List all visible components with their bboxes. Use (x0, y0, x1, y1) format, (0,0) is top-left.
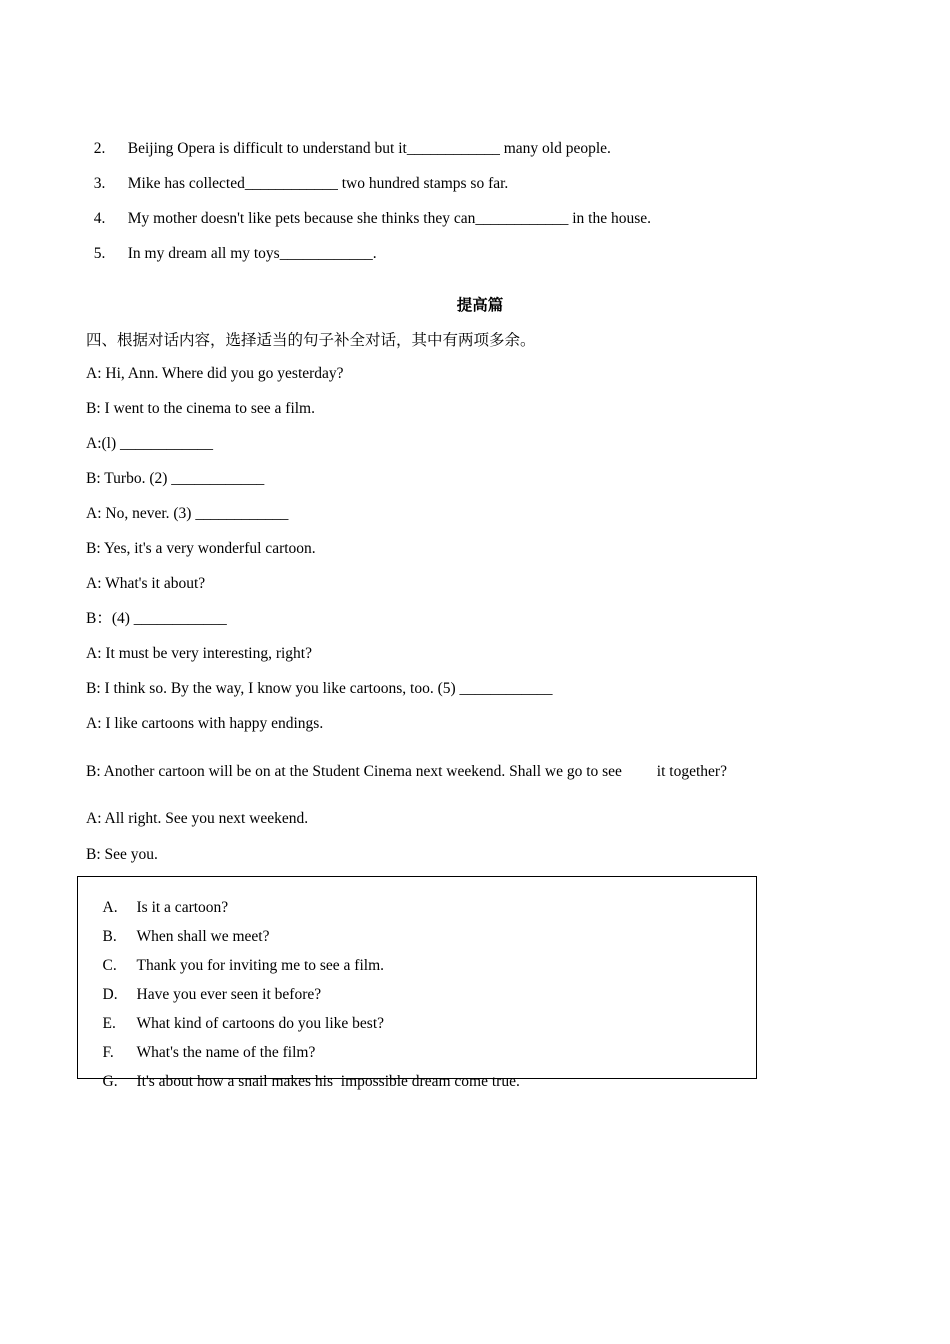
option-letter: F. (102, 1044, 114, 1061)
dialogue-line: A: What's it about? (86, 575, 206, 592)
option-letter: A. (102, 899, 118, 916)
question-5 (86, 224, 377, 264)
question-text: Beijing Opera is difficult to understand but it____________ many old people. (127, 140, 611, 157)
option-text: Is it a cartoon? (136, 899, 229, 916)
section-title: 四、根据对话内容，选择适当的句子补全对话，其中有两项多余。 (86, 331, 536, 349)
option-letter: D. (102, 986, 118, 1003)
option-text: When shall we meet? (136, 928, 270, 945)
dialogue-line: B: Turbo. (2) ____________ (86, 470, 265, 487)
option-letter: C. (102, 957, 117, 974)
dialogue-line: B: Another cartoon will be on at the Student Cinema next weekend. Shall we go to see it together? (86, 763, 727, 780)
question-number: 3. (93, 175, 106, 192)
option-text: Thank you for inviting me to see a film. (136, 957, 385, 974)
dialogue-line: B: Yes, it's a very wonderful cartoon. (86, 540, 316, 557)
options-box (77, 876, 757, 1090)
dialogue-line: B: I think so. By the way, I know you like cartoons, too. (5) ____________ (86, 680, 553, 697)
dialogue-line: A: Hi, Ann. Where did you go yesterday? (86, 365, 344, 382)
question-number: 2. (93, 140, 106, 157)
dialogue-line: A: I like cartoons with happy endings. (86, 715, 324, 732)
option-letter: E. (102, 1015, 116, 1032)
question-text: In my dream all my toys____________. (127, 245, 377, 262)
question-4 (86, 189, 651, 229)
dialogue-line: B: I went to the cinema to see a film. (86, 400, 315, 417)
question-3 (86, 154, 508, 194)
dialogue-line: A:(l) ____________ (86, 435, 214, 452)
question-number: 4. (93, 210, 106, 227)
question-number: 5. (93, 245, 106, 262)
question-2 (86, 119, 611, 159)
dialogue-line: B: See you. (86, 846, 158, 863)
option-text: It's about how a snail makes his impossible dream come true. (136, 1073, 520, 1090)
dialogue-line: A: All right. See you next weekend. (86, 810, 309, 827)
dialogue-line: A: No, never. (3) ____________ (86, 505, 289, 522)
option-g (87, 1052, 520, 1112)
question-text: My mother doesn't like pets because she thinks they can____________ in the house. (127, 210, 651, 227)
dialogue-line: A: It must be very interesting, right? (86, 645, 312, 662)
option-text: What kind of cartoons do you like best? (136, 1015, 385, 1032)
option-text: What's the name of the film? (136, 1044, 316, 1061)
section-heading: 提高篇 (456, 296, 504, 314)
dialogue-line: B：(4) ____________ (86, 610, 227, 627)
option-letter: G. (102, 1073, 118, 1090)
option-letter: B. (102, 928, 117, 945)
option-text: Have you ever seen it before? (136, 986, 322, 1003)
question-text: Mike has collected____________ two hundred stamps so far. (127, 175, 509, 192)
